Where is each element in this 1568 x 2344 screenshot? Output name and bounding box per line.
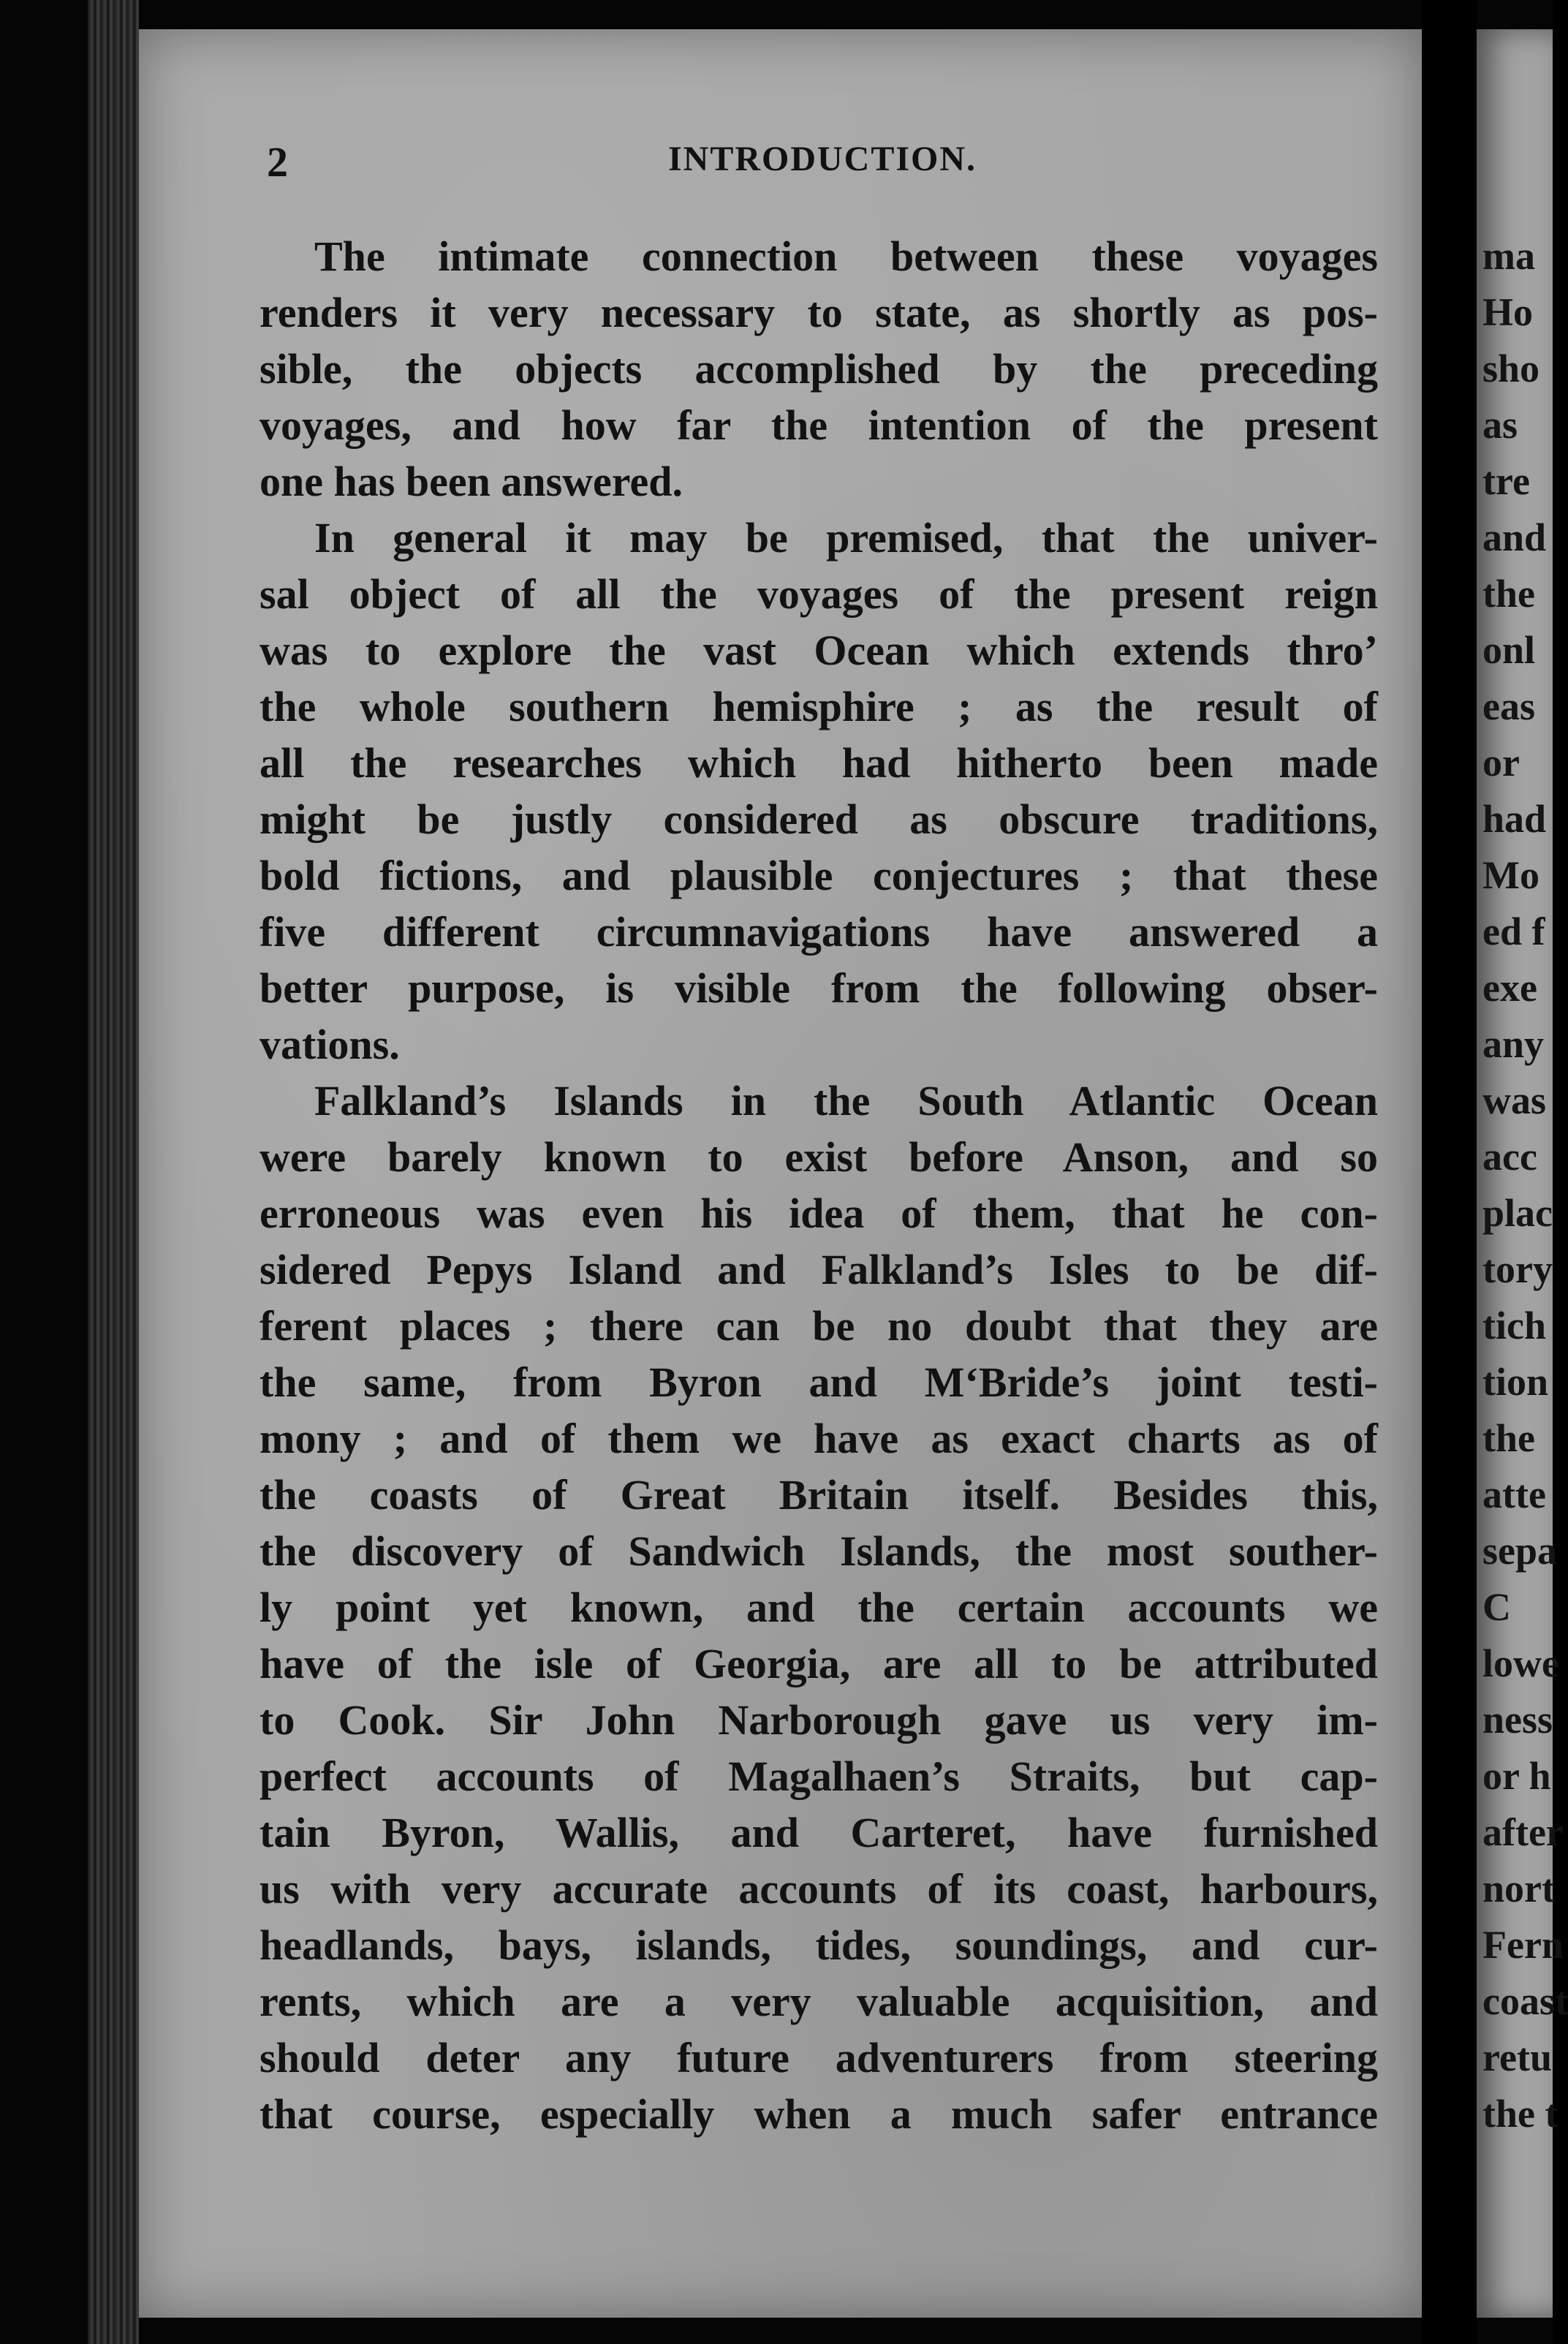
facing-page-fragment: or h — [1482, 1754, 1551, 1798]
text-line: were barely known to exist before Anson, and so — [260, 1133, 1378, 1181]
facing-page-fragment: tory — [1482, 1247, 1553, 1291]
facing-page-fragment: tre — [1482, 459, 1530, 503]
facing-page-fragment: C — [1482, 1585, 1511, 1629]
book-page — [139, 29, 1422, 2318]
text-line: Falkland’s Islands in the South Atlantic Ocean — [314, 1077, 1378, 1124]
facing-page-fragment: after — [1482, 1810, 1564, 1854]
facing-page-fragment: and — [1482, 515, 1547, 559]
text-line: all the researches which had hitherto been made — [260, 739, 1378, 787]
facing-page-fragment: tich — [1482, 1304, 1546, 1347]
facing-page-fragment: Ho — [1482, 290, 1534, 334]
text-line: might be justly considered as obscure traditions, — [260, 795, 1378, 843]
facing-page-fragment: ness — [1482, 1698, 1553, 1742]
text-line: erroneous was even his idea of them, that he con- — [260, 1190, 1378, 1237]
text-line: In general it may be premised, that the univer- — [314, 514, 1378, 562]
facing-page-fragment: sepa — [1482, 1529, 1558, 1573]
page-number: 2 — [267, 138, 288, 186]
page-gutter — [1422, 0, 1477, 2344]
facing-page-fragment: ed f — [1482, 910, 1545, 953]
text-line: better purpose, is visible from the following obser- — [260, 964, 1378, 1012]
facing-page-fragment: coast — [1482, 1979, 1568, 2023]
text-line: perfect accounts of Magalhaen’s Straits, but cap- — [260, 1753, 1378, 1800]
text-line: sible, the objects accomplished by the preceding — [260, 345, 1378, 393]
facing-page-fragment: the t — [1482, 2092, 1558, 2136]
facing-page — [1477, 29, 1568, 2318]
facing-page-fragment: exe — [1482, 966, 1537, 1010]
text-line: renders it very necessary to state, as shortly as pos- — [260, 289, 1378, 336]
facing-page-fragment: sho — [1482, 347, 1540, 390]
facing-page-fragment: Fern — [1482, 1923, 1564, 1967]
text-line: voyages, and how far the intention of the present — [260, 401, 1378, 449]
text-line: the whole southern hemisphire ; as the result of — [260, 683, 1378, 730]
facing-page-fragment: had — [1482, 797, 1547, 841]
text-line: the same, from Byron and M‘Bride’s joint testi- — [260, 1358, 1378, 1406]
text-line: the discovery of Sandwich Islands, the most souther- — [260, 1527, 1378, 1575]
facing-page-fragment: as — [1482, 403, 1518, 447]
text-line: ferent places ; there can be no doubt that they are — [260, 1302, 1378, 1350]
facing-page-fragment: lowe — [1482, 1641, 1559, 1685]
text-line: headlands, bays, islands, tides, soundings, and cur- — [260, 1921, 1378, 1969]
facing-page-fragment: tion — [1482, 1360, 1549, 1404]
facing-page-fragment: atte — [1482, 1472, 1546, 1516]
facing-page-fragment: the — [1482, 1416, 1535, 1460]
text-line: the coasts of Great Britain itself. Besides this, — [260, 1471, 1378, 1519]
text-line: us with very accurate accounts of its coast, harbours, — [260, 1865, 1378, 1913]
text-line: tain Byron, Wallis, and Carteret, have furnished — [260, 1809, 1378, 1856]
facing-page-fragment: eas — [1482, 684, 1535, 728]
text-line: that course, especially when a much safer entrance — [260, 2090, 1378, 2138]
text-line: vations. — [260, 1021, 400, 1068]
facing-page-fragment: retu — [1482, 2035, 1552, 2079]
text-line: rents, which are a very valuable acquisition, and — [260, 1978, 1378, 2025]
text-line: ly point yet known, and the certain accounts we — [260, 1584, 1378, 1631]
facing-page-fragment: the — [1482, 572, 1535, 616]
facing-page-fragment: nort — [1482, 1867, 1555, 1910]
text-line: have of the isle of Georgia, are all to be attributed — [260, 1640, 1378, 1687]
facing-page-fragment: was — [1482, 1078, 1547, 1122]
binding-edge — [88, 0, 139, 2344]
facing-page-fragment: acc — [1482, 1135, 1537, 1179]
text-line: sal object of all the voyages of the present reign — [260, 570, 1378, 618]
facing-page-fragment: plac — [1482, 1191, 1553, 1235]
facing-page-fragment: or — [1482, 741, 1520, 785]
text-line: mony ; and of them we have as exact charts as of — [260, 1415, 1378, 1462]
facing-page-fragment: onl — [1482, 628, 1536, 672]
text-line: bold fictions, and plausible conjectures ; that these — [260, 852, 1378, 899]
text-line: to Cook. Sir John Narborough gave us very im- — [260, 1696, 1378, 1744]
body-text — [260, 228, 1378, 2142]
running-head: INTRODUCTION. — [667, 140, 977, 178]
facing-page-fragment: ma — [1482, 234, 1535, 278]
text-line: should deter any future adventurers from steering — [260, 2034, 1378, 2082]
text-line: sidered Pepys Island and Falkland’s Isles to be dif- — [260, 1246, 1378, 1293]
page-header — [267, 137, 1378, 196]
facing-page-text — [1477, 228, 1568, 2142]
text-line: was to explore the vast Ocean which extends thro’ — [260, 627, 1378, 674]
text-line: five different circumnavigations have answered a — [260, 908, 1378, 956]
text-line: The intimate connection between these voyages — [314, 232, 1378, 280]
facing-page-fragment: Mo — [1482, 853, 1539, 897]
facing-page-fragment: any — [1482, 1022, 1545, 1066]
text-line: one has been answered. — [260, 458, 683, 505]
